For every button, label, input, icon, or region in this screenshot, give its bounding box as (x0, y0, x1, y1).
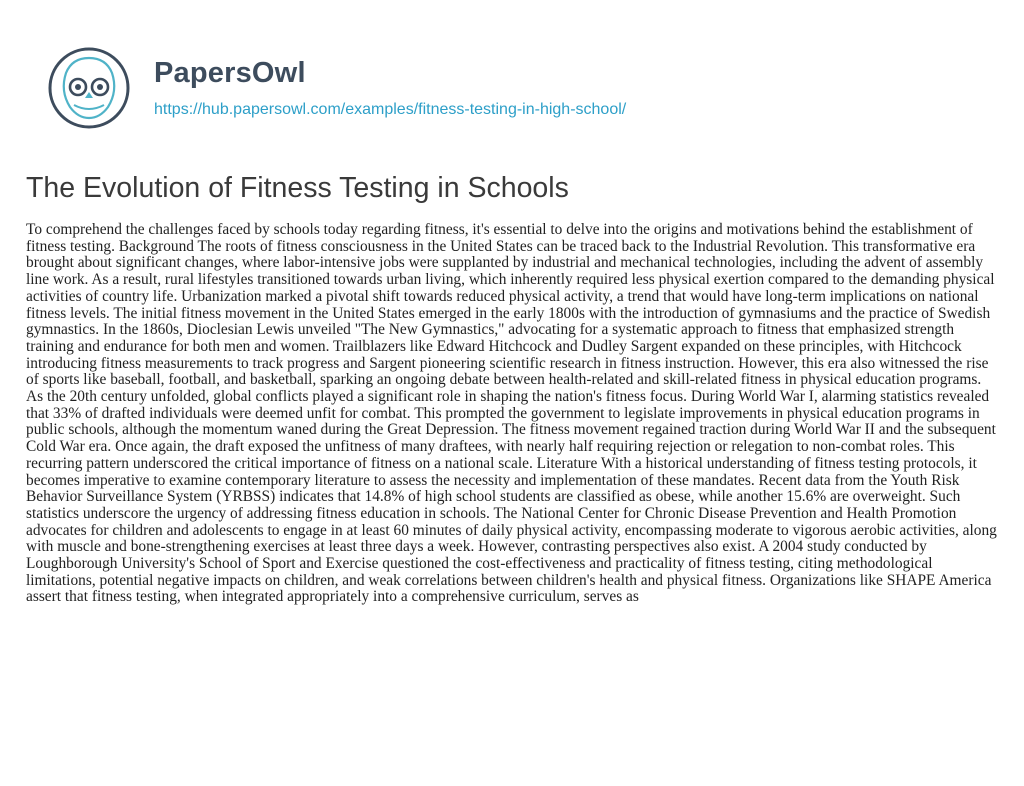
article-title: The Evolution of Fitness Testing in Schools (26, 172, 569, 204)
brand-block (154, 56, 626, 120)
site-header (48, 38, 626, 138)
brand-name: PapersOwl (154, 57, 306, 89)
source-url-link[interactable]: https://hub.papersowl.com/examples/fitness-testing-in-high-school/ (154, 101, 627, 118)
article-body: To comprehend the challenges faced by schools today regarding fitness, it's essential to delve into the origins and motivations behind the establishment of fitness testing. Background The roots of fitness consciousness in the United States can be traced back to the Industrial Revolution. This transformative era brought about significant changes, where labor-intensive jobs were supplanted by industrial and mechanical technologies, including the advent of assembly line work. As a result, rural lifestyles transitioned towards urban living, which inherently required less physical exertion compared to the demanding physical activities of country life. Urbanization marked a pivotal shift towards reduced physical activity, a trend that would have long-term implications on national fitness levels. The initial fitness movement in the United States emerged in the early 1800s with the introduction of gymnasiums and the practice of Swedish gymnastics. In the 1860s, Dioclesian Lewis unveiled "The New Gymnastics," advocating for a systematic approach to fitness that emphasized strength training and endurance for both men and women. Trailblazers like Edward Hitchcock and Dudley Sargent expanded on these principles, with Hitchcock introducing fitness measurements to track progress and Sargent pioneering scientific research in fitness instruction. However, this era also witnessed the rise of sports like baseball, football, and basketball, sparking an ongoing debate between health-related and skill-related fitness in physical education programs. As the 20th century unfolded, global conflicts played a significant role in shaping the nation's fitness focus. During World War I, alarming statistics revealed that 33% of drafted individuals were deemed unfit for combat. This prompted the government to legislate improvements in physical education programs in public schools, although the momentum waned during the Great Depression. The fitness movement regained traction during World War II and the subsequent Cold War era. Once again, the draft exposed the unfitness of many draftees, with nearly half requiring rejection or relegation to non-combat roles. This recurring pattern underscored the critical importance of fitness on a national scale. Literature With a historical understanding of fitness testing protocols, it becomes imperative to examine contemporary literature to assess the necessity and implementation of these mandates. Recent data from the Youth Risk Behavior Surveillance System (YRBSS) indicates that 14.8% of high school students are classified as obese, while another 15.6% are overweight. Such statistics underscore the urgency of addressing fitness education in schools. The National Center for Chronic Disease Prevention and Health Promotion advocates for children and adolescents to engage in at least 60 minutes of daily physical activity, encompassing moderate to vigorous aerobic activities, along with muscle and bone-strengthening exercises at least three days a week. However, contrasting perspectives also exist. A 2004 study conducted by Loughborough University's School of Sport and Exercise questioned the cost-effectiveness and practicality of fitness testing, citing methodological limitations, potential negative impacts on children, and weak correlations between children's health and physical fitness. Organizations like SHAPE America assert that fitness testing, when integrated appropriately into a comprehensive curriculum, serves as (26, 221, 997, 606)
owl-logo-icon (48, 47, 130, 129)
